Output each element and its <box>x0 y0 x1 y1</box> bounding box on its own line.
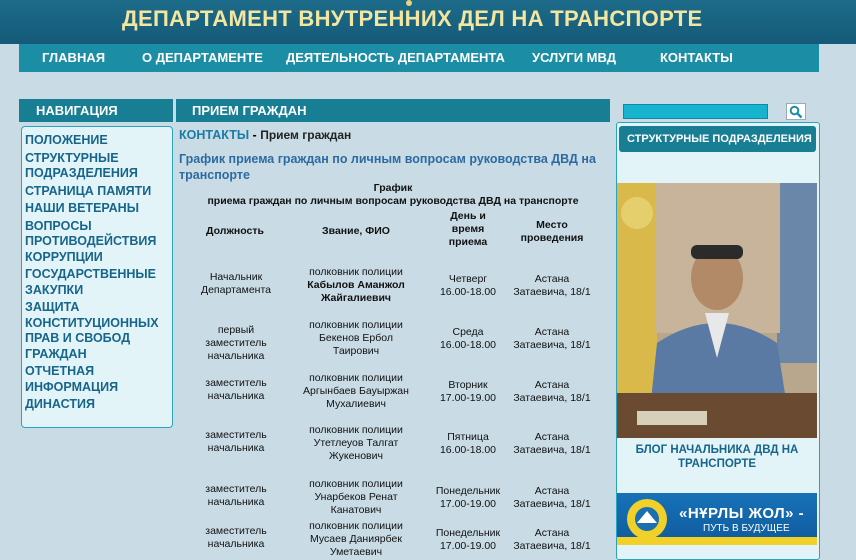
cell-place-address: Затаевича, 18/1 <box>513 498 591 510</box>
table-row-name <box>298 319 414 358</box>
sidebar-item-memory[interactable]: СТРАНИЦА ПАМЯТИ <box>25 183 152 198</box>
chief-photo-image <box>617 183 817 438</box>
cell-day: Пятница <box>447 431 489 443</box>
sidebar-item-veterans[interactable]: НАШИ ВЕТЕРАНЫ <box>25 201 139 215</box>
cell-position: заместитель начальника <box>205 377 267 402</box>
chief-photo[interactable] <box>617 183 817 438</box>
nav-contacts[interactable]: КОНТАКТЫ <box>660 50 733 65</box>
table-row-time <box>428 527 508 553</box>
cell-place-address: Затаевича, 18/1 <box>513 444 591 456</box>
cell-place-city: Астана <box>534 431 570 443</box>
cell-name: Унарбеков Ренат Канатович <box>314 491 398 516</box>
table-row-time <box>428 379 508 405</box>
cell-day: Четверг <box>448 273 488 285</box>
table-row-place <box>511 527 593 553</box>
search-icon <box>789 105 803 119</box>
nav-home[interactable]: ГЛАВНАЯ <box>42 50 106 65</box>
nurly-zhol-banner[interactable] <box>617 493 817 545</box>
cell-time: 17.00-19.00 <box>439 540 497 552</box>
cell-day: Вторник <box>448 379 488 391</box>
cell-place-address: Затаевича, 18/1 <box>513 339 591 351</box>
top-navigation <box>19 44 819 72</box>
cell-name: Кабылов Аманжол Жайгалиевич <box>307 279 405 304</box>
search-input[interactable] <box>623 104 768 119</box>
sidebar-item-dynasty[interactable]: ДИНАСТИЯ <box>25 397 95 411</box>
search-button[interactable] <box>786 103 806 120</box>
table-row-position <box>190 324 282 363</box>
cell-place-city: Астана <box>534 326 570 338</box>
table-row-name <box>298 424 414 463</box>
cell-name: Аргынбаев Бауыржан Мухалиевич <box>303 385 409 410</box>
breadcrumb-link-contacts[interactable]: КОНТАКТЫ <box>179 128 250 142</box>
table-row-name <box>298 520 414 559</box>
table-row-time <box>428 273 508 299</box>
table-row-time <box>428 326 508 352</box>
table-row-time <box>428 431 508 457</box>
table-row-name <box>298 372 414 411</box>
table-row-position <box>190 377 282 403</box>
main-content <box>176 124 610 560</box>
table-row-place <box>511 485 593 511</box>
cell-position: Начальник Департамента <box>200 271 271 296</box>
cell-place-address: Затаевича, 18/1 <box>513 540 591 552</box>
cell-position: заместитель начальника <box>205 525 267 550</box>
column-header-day: День и время приема <box>448 210 488 248</box>
cell-name: Утетлеуов Талгат Жукенович <box>313 437 399 462</box>
cell-time: 16.00-18.00 <box>439 286 497 298</box>
cell-rank: полковник полиции <box>309 372 403 384</box>
chief-blog-link[interactable]: БЛОГ НАЧАЛЬНИКА ДВД НА ТРАНСПОРТЕ <box>635 444 799 470</box>
sidebar-item-anticorruption[interactable]: ВОПРОСЫ ПРОТИВОДЕЙСТВИЯ КОРРУПЦИИ <box>25 218 157 264</box>
cell-rank: полковник полиции <box>309 319 403 331</box>
cell-rank: полковник полиции <box>309 478 403 490</box>
sidebar-item-regulation[interactable]: ПОЛОЖЕНИЕ <box>25 133 108 147</box>
cell-place-city: Астана <box>534 273 570 285</box>
cell-time: 17.00-19.00 <box>439 392 497 404</box>
sidebar-item-procurement[interactable]: ГОСУДАРСТВЕННЫЕ ЗАКУПКИ <box>25 267 156 297</box>
table-row-place <box>511 379 593 405</box>
table-caption <box>176 182 610 208</box>
cell-day: Понедельник <box>435 485 501 497</box>
cell-time: 16.00-18.00 <box>439 339 497 351</box>
breadcrumb-separator: - <box>249 128 261 142</box>
banner-stripe <box>617 537 817 545</box>
cell-rank: полковник полиции <box>309 424 403 436</box>
cell-name: Бекенов Ербол Таирович <box>318 332 393 357</box>
table-row-place <box>511 326 593 352</box>
column-header-position: Должность <box>206 225 264 237</box>
table-caption-line2: приема граждан по личным вопросам руководства ДВД на транспорте <box>207 195 579 207</box>
cell-place-city: Астана <box>534 379 570 391</box>
cell-place-address: Затаевича, 18/1 <box>513 286 591 298</box>
column-header-place: Место проведения <box>520 219 584 244</box>
cell-place-address: Затаевича, 18/1 <box>513 392 591 404</box>
column-header-name: Звание, ФИО <box>322 225 390 237</box>
main-title: ПРИЕМ ГРАЖДАН <box>176 99 610 122</box>
sidebar-item-reports[interactable]: ОТЧЕТНАЯ ИНФОРМАЦИЯ <box>25 364 119 394</box>
cell-position: заместитель начальника <box>205 429 267 454</box>
structural-units-link[interactable]: СТРУКТУРНЫЕ ПОДРАЗДЕЛЕНИЯ <box>619 126 816 152</box>
sidebar-title: НАВИГАЦИЯ <box>19 99 173 122</box>
banner-subtitle: ПУТЬ В БУДУЩЕЕ <box>703 523 790 534</box>
cell-place-city: Астана <box>534 485 570 497</box>
table-row-position <box>190 429 282 455</box>
site-title: ДЕПАРТАМЕНТ ВНУТРЕННИХ ДЕЛ НА ТРАНСПОРТЕ <box>122 6 703 31</box>
cell-time: 16.00-18.00 <box>439 444 497 456</box>
table-row-place <box>511 431 593 457</box>
cell-name: Мусаев Даниярбек Уметаевич <box>310 533 402 558</box>
page-heading: График приема граждан по личным вопросам руководства ДВД на транспорте <box>179 152 596 182</box>
site-header <box>0 0 856 44</box>
breadcrumb <box>179 128 351 142</box>
emblem-icon <box>621 197 653 229</box>
sidebar-item-units[interactable]: СТРУКТУРНЫЕ ПОДРАЗДЕЛЕНИЯ <box>25 150 138 180</box>
cell-time: 17.00-19.00 <box>439 498 497 510</box>
nav-services[interactable]: УСЛУГИ МВД <box>532 50 616 65</box>
cell-day: Понедельник <box>435 527 501 539</box>
table-row-name <box>298 266 414 305</box>
table-row-place <box>511 273 593 299</box>
table-row-position <box>190 271 282 297</box>
sidebar-item-rights[interactable]: ЗАЩИТА КОНСТИТУЦИОННЫХ ПРАВ И СВОБОД ГРАЖДАН <box>25 300 159 361</box>
cell-day: Среда <box>452 326 484 338</box>
banner-title: «НҰРЛЫ ЖОЛ» - <box>679 505 805 522</box>
sidebar-nav <box>21 126 173 428</box>
table-caption-line1: График <box>373 182 413 194</box>
nav-about[interactable]: О ДЕПАРТАМЕНТЕ <box>142 50 263 65</box>
table-row-position <box>190 483 282 509</box>
cell-position: заместитель начальника <box>205 483 267 508</box>
cell-rank: полковник полиции <box>309 266 403 278</box>
cell-position: первый заместитель начальника <box>205 324 267 362</box>
nav-activity[interactable]: ДЕЯТЕЛЬНОСТЬ ДЕПАРТАМЕНТА <box>286 50 505 65</box>
cell-place-city: Астана <box>534 527 570 539</box>
table-row-time <box>428 485 508 511</box>
table-row-position <box>190 525 282 551</box>
cell-rank: полковник полиции <box>309 520 403 532</box>
table-row-name <box>298 478 414 517</box>
breadcrumb-current: Прием граждан <box>260 128 352 142</box>
